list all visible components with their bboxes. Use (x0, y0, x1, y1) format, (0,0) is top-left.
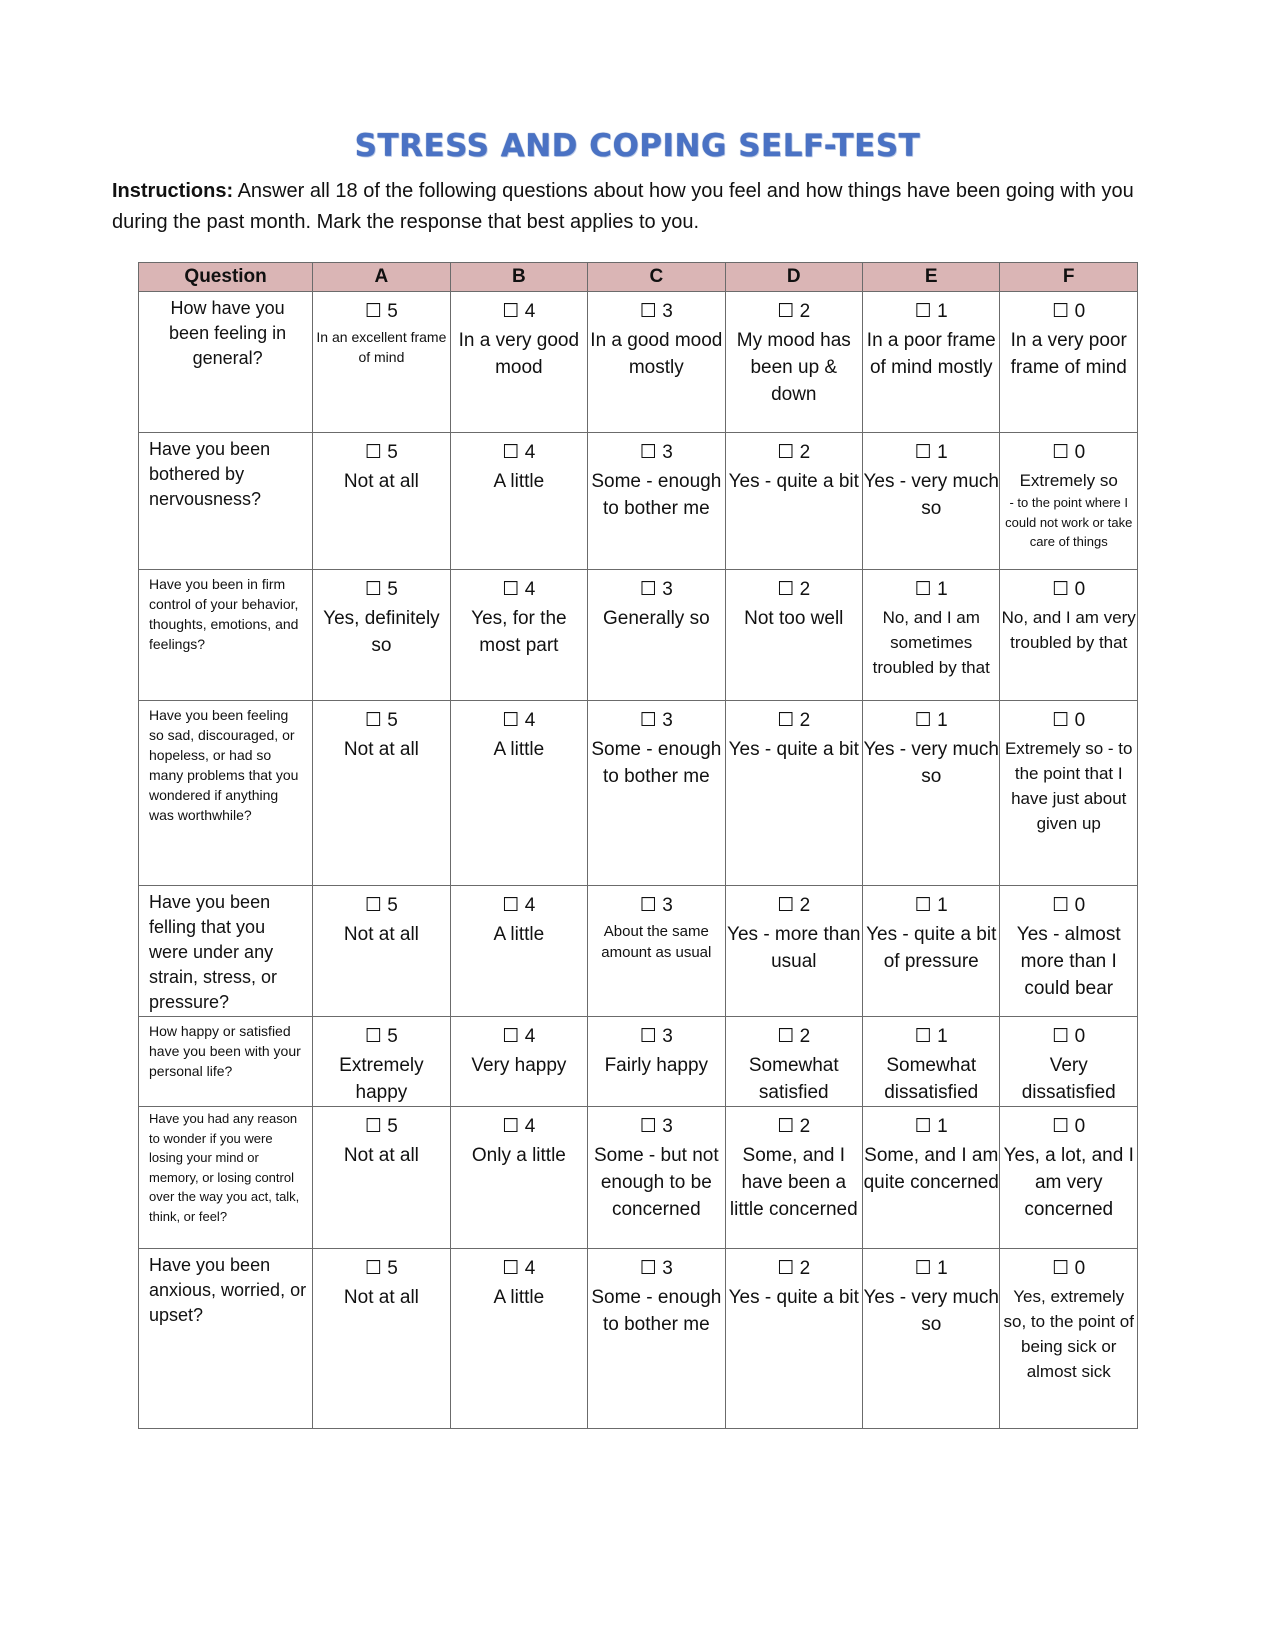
checkbox-icon[interactable]: ☐ (914, 442, 932, 463)
option-label: About the same amount as usual (601, 923, 712, 961)
option-label: Somewhat dissatisfied (884, 1055, 979, 1103)
header-question: Question (139, 263, 313, 292)
header-e: E (863, 263, 1000, 292)
option-label: No, and I am very troubled by that (1001, 608, 1136, 652)
checkbox-score[interactable] (726, 1115, 862, 1139)
score-value: 0 (1074, 1258, 1086, 1279)
score-value: 1 (937, 1116, 948, 1137)
checkbox-icon[interactable]: ☐ (914, 1026, 932, 1047)
checkbox-score[interactable] (1000, 709, 1137, 733)
checkbox-icon[interactable]: ☐ (364, 579, 382, 600)
checkbox-score[interactable] (588, 709, 724, 733)
option-cell-b[interactable] (450, 701, 587, 886)
checkbox-score[interactable] (313, 1257, 449, 1281)
checkbox-icon[interactable]: ☐ (502, 1026, 520, 1047)
option-label: Some - but not enough to be concerned (594, 1145, 719, 1220)
score-value: 0 (1074, 301, 1086, 322)
option-cell-f[interactable] (1000, 1249, 1138, 1429)
instructions-text: Answer all 18 of the following questions about how you feel and how things have been going with you during the past month. Mark the response that best applies to you. (112, 180, 1134, 233)
checkbox-score[interactable] (726, 300, 862, 324)
score-value: 1 (937, 1026, 948, 1047)
score-value: 5 (387, 1258, 398, 1279)
header-a: A (313, 263, 450, 292)
checkbox-score[interactable] (1000, 894, 1137, 918)
checkbox-score[interactable] (726, 1025, 862, 1049)
score-value: 0 (1074, 442, 1086, 463)
option-label: Not at all (343, 739, 419, 760)
checkbox-score[interactable] (451, 441, 587, 465)
checkbox-score[interactable] (451, 578, 587, 602)
checkbox-icon[interactable]: ☐ (914, 710, 932, 731)
checkbox-score[interactable] (588, 1115, 724, 1139)
option-cell-f[interactable] (1000, 1107, 1138, 1249)
checkbox-icon[interactable]: ☐ (777, 1258, 795, 1279)
option-label: A little (493, 739, 545, 760)
option-label: Fairly happy (604, 1055, 709, 1076)
score-value: 3 (662, 301, 673, 322)
option-label: Extremely so (1019, 471, 1118, 490)
checkbox-score[interactable] (863, 300, 999, 324)
option-cell-c[interactable] (588, 292, 725, 433)
table-row (139, 1107, 1138, 1249)
table-row (139, 886, 1138, 1017)
score-value: 5 (387, 1026, 398, 1047)
checkbox-score[interactable] (1000, 578, 1137, 602)
checkbox-score[interactable] (588, 894, 724, 918)
option-label: Yes, for the most part (471, 608, 567, 656)
option-label: Yes, extremely so, to the point of being sick or almost sick (1003, 1287, 1134, 1381)
score-value: 2 (799, 301, 811, 322)
option-label: In a very poor frame of mind (1010, 330, 1127, 378)
option-cell-f[interactable] (1000, 701, 1138, 886)
checkbox-icon[interactable]: ☐ (1052, 1026, 1070, 1047)
checkbox-score[interactable] (588, 578, 724, 602)
option-cell-d[interactable] (725, 1017, 862, 1107)
score-value: 3 (662, 579, 673, 600)
option-cell-a[interactable] (313, 433, 450, 570)
checkbox-icon[interactable]: ☐ (502, 710, 520, 731)
checkbox-score[interactable] (863, 1257, 999, 1281)
option-cell-c[interactable] (588, 1107, 725, 1249)
checkbox-icon[interactable]: ☐ (777, 895, 795, 916)
checkbox-icon[interactable]: ☐ (639, 1258, 657, 1279)
checkbox-icon[interactable]: ☐ (1052, 1116, 1070, 1137)
checkbox-score[interactable] (313, 578, 449, 602)
header-d: D (725, 263, 862, 292)
checkbox-icon[interactable]: ☐ (777, 442, 795, 463)
score-value: 1 (937, 1258, 948, 1279)
option-label: Yes - very much so (863, 739, 999, 787)
checkbox-icon[interactable]: ☐ (914, 301, 932, 322)
option-cell-b[interactable] (450, 433, 587, 570)
score-value: 3 (662, 1026, 673, 1047)
checkbox-icon[interactable]: ☐ (914, 1258, 932, 1279)
option-cell-c[interactable] (588, 1249, 725, 1429)
checkbox-score[interactable] (588, 300, 724, 324)
table-row (139, 433, 1138, 570)
option-label: Some, and I have been a little concerned (729, 1145, 858, 1220)
option-cell-e[interactable] (863, 701, 1000, 886)
option-label: Yes, a lot, and I am very concerned (1003, 1145, 1134, 1220)
option-cell-c[interactable] (588, 433, 725, 570)
checkbox-icon[interactable]: ☐ (914, 1116, 932, 1137)
checkbox-icon[interactable]: ☐ (1052, 442, 1070, 463)
option-cell-f[interactable] (1000, 570, 1138, 701)
question-cell: Have you been in firm control of your behavior, thoughts, emotions, and feelings? (139, 570, 313, 701)
checkbox-icon[interactable]: ☐ (1052, 301, 1070, 322)
checkbox-icon[interactable]: ☐ (364, 1116, 382, 1137)
checkbox-icon[interactable]: ☐ (364, 301, 382, 322)
checkbox-score[interactable] (313, 300, 449, 324)
score-value: 1 (937, 895, 948, 916)
checkbox-icon[interactable]: ☐ (1052, 579, 1070, 600)
checkbox-score[interactable] (1000, 441, 1137, 465)
checkbox-icon[interactable]: ☐ (1052, 710, 1070, 731)
score-value: 4 (524, 1116, 536, 1137)
checkbox-icon[interactable]: ☐ (777, 301, 795, 322)
checkbox-icon[interactable]: ☐ (364, 442, 382, 463)
checkbox-score[interactable] (451, 1115, 587, 1139)
score-value: 5 (387, 579, 398, 600)
checkbox-icon[interactable]: ☐ (502, 579, 520, 600)
checkbox-icon[interactable]: ☐ (639, 579, 657, 600)
checkbox-icon[interactable]: ☐ (639, 895, 657, 916)
checkbox-score[interactable] (451, 709, 587, 733)
option-label: Yes - very much so (863, 1287, 999, 1335)
option-label: Some, and I am quite concerned (863, 1145, 999, 1193)
option-label: Some - enough to bother me (591, 739, 722, 787)
score-value: 5 (387, 895, 398, 916)
checkbox-icon[interactable]: ☐ (502, 895, 520, 916)
option-label: Some - enough to bother me (591, 471, 722, 519)
question-cell: How happy or satisfied have you been with your personal life? (139, 1017, 313, 1107)
option-label: Yes - almost more than I could bear (1016, 924, 1121, 999)
page-title: STRESS AND COPING SELF-TEST (354, 128, 921, 164)
option-cell-a[interactable] (313, 701, 450, 886)
option-label: A little (493, 471, 545, 492)
table-row (139, 570, 1138, 701)
option-label: In an excellent frame of mind (316, 329, 447, 365)
option-cell-c[interactable] (588, 570, 725, 701)
option-cell-b[interactable] (450, 1107, 587, 1249)
option-label: Yes - quite a bit of pressure (866, 924, 997, 972)
question-cell: Have you been feeling so sad, discouraged, or hopeless, or had so many problems that you wondered if anything was worthwhile? (139, 701, 313, 886)
score-value: 2 (799, 442, 811, 463)
option-label: Only a little (471, 1145, 566, 1166)
checkbox-score[interactable] (313, 1025, 449, 1049)
score-value: 4 (524, 1258, 536, 1279)
option-cell-e[interactable] (863, 1249, 1000, 1429)
checkbox-score[interactable] (863, 441, 999, 465)
score-value: 4 (524, 579, 536, 600)
instructions-label: Instructions: (112, 180, 234, 202)
score-value: 3 (662, 710, 673, 731)
checkbox-icon[interactable]: ☐ (639, 1026, 657, 1047)
header-b: B (450, 263, 587, 292)
option-label: Some - enough to bother me (591, 1287, 722, 1335)
question-cell: Have you been felling that you were under any strain, stress, or pressure? (139, 886, 313, 1017)
option-label: Somewhat satisfied (748, 1055, 839, 1103)
option-cell-f[interactable] (1000, 1017, 1138, 1107)
checkbox-score[interactable] (863, 1025, 999, 1049)
checkbox-score[interactable] (588, 1025, 724, 1049)
option-cell-b[interactable] (450, 570, 587, 701)
checkbox-score[interactable] (726, 441, 862, 465)
option-cell-b[interactable] (450, 886, 587, 1017)
checkbox-score[interactable] (451, 894, 587, 918)
score-value: 2 (799, 1116, 811, 1137)
option-cell-a[interactable] (313, 292, 450, 433)
checkbox-score[interactable] (313, 441, 449, 465)
score-value: 4 (524, 710, 536, 731)
checkbox-icon[interactable]: ☐ (364, 895, 382, 916)
option-label: In a good mood mostly (590, 330, 723, 378)
option-cell-b[interactable] (450, 292, 587, 433)
checkbox-icon[interactable]: ☐ (777, 1026, 795, 1047)
score-value: 5 (387, 1116, 398, 1137)
option-label: Yes - very much so (863, 471, 999, 519)
option-label: Very happy (471, 1055, 567, 1076)
option-cell-d[interactable] (725, 701, 862, 886)
checkbox-icon[interactable]: ☐ (639, 301, 657, 322)
option-cell-b[interactable] (450, 1249, 587, 1429)
question-cell: Have you been bothered by nervousness? (139, 433, 313, 570)
option-cell-d[interactable] (725, 1249, 862, 1429)
checkbox-score[interactable] (1000, 1025, 1137, 1049)
option-label: Yes - quite a bit (728, 471, 859, 492)
option-label-detail: - to the point where I could not work or take care of things (1005, 495, 1133, 549)
score-value: 4 (524, 1026, 536, 1047)
option-cell-f[interactable] (1000, 292, 1138, 433)
header-f: F (1000, 263, 1138, 292)
option-cell-a[interactable] (313, 886, 450, 1017)
option-cell-d[interactable] (725, 570, 862, 701)
score-value: 0 (1074, 1116, 1086, 1137)
question-cell: Have you had any reason to wonder if you were losing your mind or memory, or losing control over the way you act, talk, think, or feel? (139, 1107, 313, 1249)
score-value: 2 (799, 1026, 811, 1047)
score-value: 3 (662, 1258, 673, 1279)
checkbox-score[interactable] (863, 894, 999, 918)
option-cell-a[interactable] (313, 1107, 450, 1249)
checkbox-score[interactable] (863, 709, 999, 733)
checkbox-score[interactable] (451, 300, 587, 324)
option-cell-e[interactable] (863, 1017, 1000, 1107)
checkbox-score[interactable] (451, 1025, 587, 1049)
option-label: Not at all (343, 471, 419, 492)
question-cell: Have you been anxious, worried, or upset? (139, 1249, 313, 1429)
option-label: Yes - quite a bit (728, 739, 859, 760)
option-cell-c[interactable] (588, 701, 725, 886)
score-value: 3 (662, 895, 673, 916)
score-value: 0 (1074, 579, 1086, 600)
option-cell-d[interactable] (725, 433, 862, 570)
score-value: 4 (524, 301, 536, 322)
checkbox-icon[interactable]: ☐ (777, 579, 795, 600)
option-cell-c[interactable] (588, 1017, 725, 1107)
option-label: In a very good mood (458, 330, 580, 378)
checkbox-icon[interactable]: ☐ (914, 895, 932, 916)
question-cell: How have you been feeling in general? (139, 292, 313, 433)
checkbox-score[interactable] (1000, 1257, 1137, 1281)
table-row (139, 701, 1138, 886)
option-cell-e[interactable] (863, 886, 1000, 1017)
score-value: 0 (1074, 710, 1086, 731)
checkbox-icon[interactable]: ☐ (364, 1258, 382, 1279)
option-cell-e[interactable] (863, 292, 1000, 433)
option-label: In a poor frame of mind mostly (866, 330, 996, 378)
score-value: 1 (937, 442, 948, 463)
option-cell-d[interactable] (725, 886, 862, 1017)
checkbox-icon[interactable]: ☐ (364, 710, 382, 731)
checkbox-score[interactable] (1000, 300, 1137, 324)
option-label: Extremely happy (339, 1055, 424, 1103)
option-label: Yes, definitely so (323, 608, 440, 656)
checkbox-score[interactable] (451, 1257, 587, 1281)
option-cell-e[interactable] (863, 1107, 1000, 1249)
checkbox-score[interactable] (726, 578, 862, 602)
option-label: My mood has been up & down (736, 330, 851, 405)
score-value: 1 (937, 301, 948, 322)
table-row (139, 292, 1138, 433)
checkbox-score[interactable] (726, 709, 862, 733)
option-label: No, and I am sometimes troubled by that (872, 608, 990, 677)
checkbox-icon[interactable]: ☐ (1052, 1258, 1070, 1279)
option-cell-a[interactable] (313, 1017, 450, 1107)
checkbox-icon[interactable]: ☐ (639, 442, 657, 463)
score-value: 0 (1074, 1026, 1086, 1047)
checkbox-icon[interactable]: ☐ (502, 1258, 520, 1279)
option-cell-b[interactable] (450, 1017, 587, 1107)
option-label: Not at all (343, 1145, 419, 1166)
score-value: 2 (799, 1258, 811, 1279)
score-value: 4 (524, 895, 536, 916)
option-cell-d[interactable] (725, 292, 862, 433)
checkbox-score[interactable] (588, 441, 724, 465)
checkbox-icon[interactable]: ☐ (502, 442, 520, 463)
checkbox-icon[interactable]: ☐ (502, 1116, 520, 1137)
checkbox-icon[interactable]: ☐ (502, 301, 520, 322)
score-value: 2 (799, 579, 811, 600)
table-header-row (139, 263, 1138, 292)
option-label: Generally so (602, 608, 710, 629)
option-label: Not at all (343, 924, 419, 945)
score-value: 0 (1074, 895, 1086, 916)
checkbox-score[interactable] (863, 1115, 999, 1139)
option-cell-c[interactable] (588, 886, 725, 1017)
score-value: 3 (662, 1116, 673, 1137)
checkbox-icon[interactable]: ☐ (914, 579, 932, 600)
option-label: Not too well (744, 608, 844, 629)
option-cell-a[interactable] (313, 570, 450, 701)
option-label: Not at all (343, 1287, 419, 1308)
option-cell-d[interactable] (725, 1107, 862, 1249)
option-label: A little (493, 1287, 545, 1308)
option-cell-a[interactable] (313, 1249, 450, 1429)
option-label: Extremely so - to the point that I have just about given up (1004, 739, 1133, 833)
checkbox-score[interactable] (588, 1257, 724, 1281)
score-value: 2 (799, 710, 811, 731)
checkbox-icon[interactable]: ☐ (1052, 895, 1070, 916)
checkbox-score[interactable] (313, 894, 449, 918)
option-label: Very dissatisfied (1021, 1055, 1116, 1103)
option-cell-e[interactable] (863, 433, 1000, 570)
header-c: C (588, 263, 725, 292)
score-value: 3 (662, 442, 673, 463)
checkbox-score[interactable] (1000, 1115, 1137, 1139)
score-value: 4 (524, 442, 536, 463)
score-value: 1 (937, 710, 948, 731)
checkbox-score[interactable] (313, 1115, 449, 1139)
option-label: Yes - quite a bit (728, 1287, 859, 1308)
score-value: 5 (387, 710, 398, 731)
checkbox-score[interactable] (726, 894, 862, 918)
option-label: A little (493, 924, 545, 945)
option-label: Yes - more than usual (727, 924, 861, 972)
table-row (139, 1017, 1138, 1107)
checkbox-icon[interactable]: ☐ (364, 1026, 382, 1047)
option-cell-f[interactable] (1000, 433, 1138, 570)
checkbox-icon[interactable]: ☐ (777, 710, 795, 731)
instructions (112, 176, 1162, 238)
checkbox-score[interactable] (726, 1257, 862, 1281)
table-row (139, 1249, 1138, 1429)
checkbox-icon[interactable]: ☐ (639, 1116, 657, 1137)
checkbox-score[interactable] (863, 578, 999, 602)
option-cell-e[interactable] (863, 570, 1000, 701)
score-value: 5 (387, 442, 398, 463)
checkbox-icon[interactable]: ☐ (639, 710, 657, 731)
checkbox-icon[interactable]: ☐ (777, 1116, 795, 1137)
score-value: 2 (799, 895, 811, 916)
option-cell-f[interactable] (1000, 886, 1138, 1017)
score-value: 5 (387, 301, 398, 322)
self-test-table (138, 262, 1138, 1429)
checkbox-score[interactable] (313, 709, 449, 733)
score-value: 1 (937, 579, 948, 600)
